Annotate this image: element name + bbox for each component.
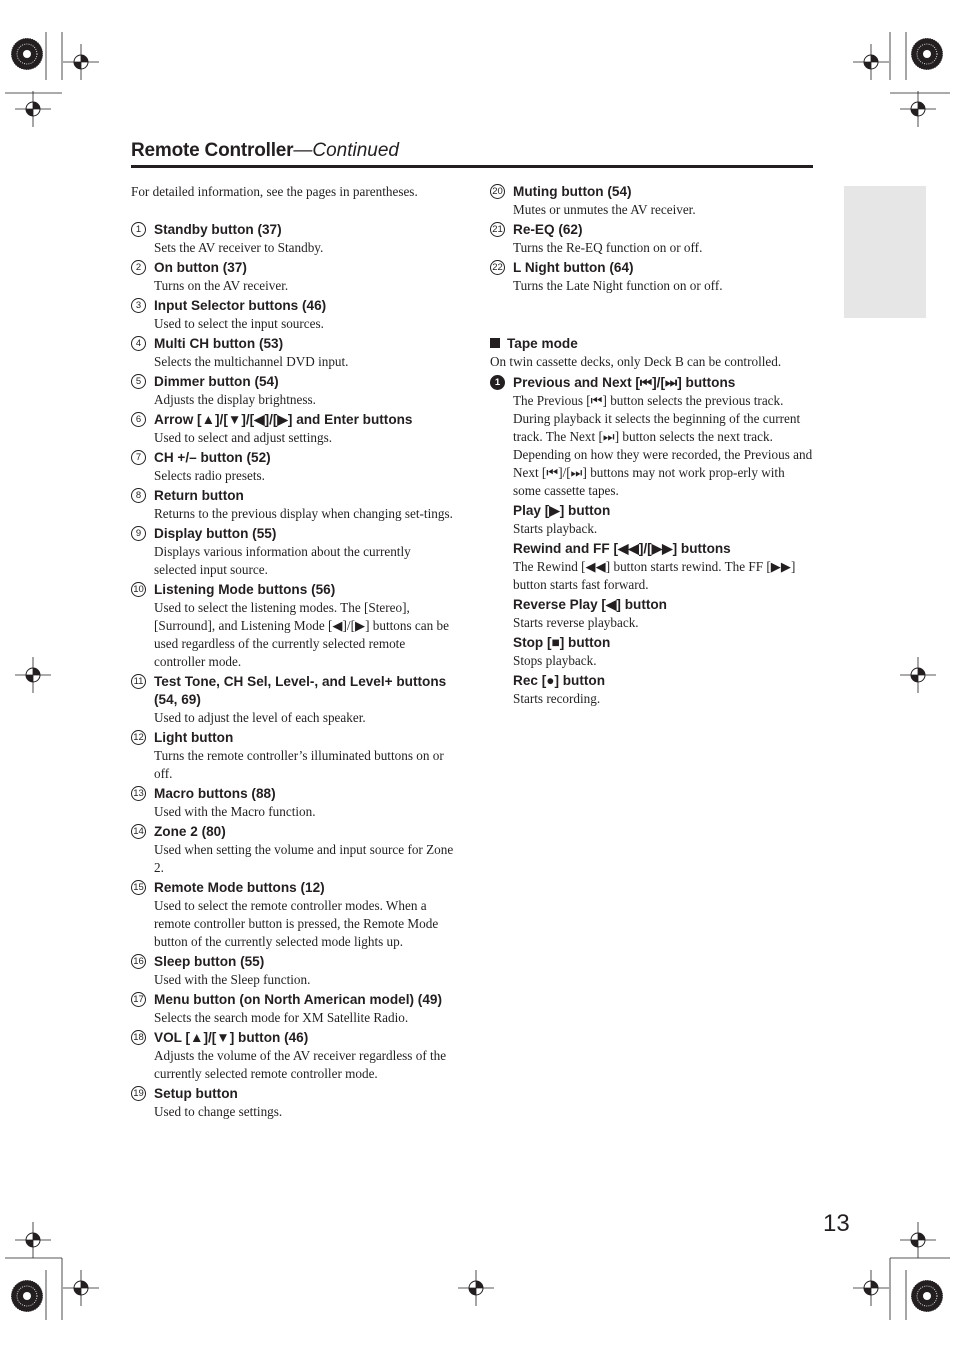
page-number: 13 [823, 1210, 850, 1237]
item-title: Stop [■] button [513, 635, 611, 650]
item-title: Rec [●] button [513, 673, 606, 688]
item-description: Used with the Sleep function. [154, 972, 311, 987]
list-item [131, 1085, 456, 1121]
item-description: Adjusts the volume of the AV receiver regardless of the currently selected remote controller mode. [154, 1048, 447, 1081]
list-item [131, 991, 456, 1027]
list-item [131, 879, 456, 951]
tape-sub-item [490, 540, 815, 594]
list-item [131, 581, 456, 671]
item-title: L Night button (64) [513, 260, 634, 275]
item-number: 12 [131, 730, 146, 745]
page-header [131, 140, 813, 162]
list-item [131, 259, 456, 295]
list-item [131, 673, 456, 727]
item-title: Remote Mode buttons (12) [154, 880, 325, 895]
item-description: Returns to the previous display when changing set-tings. [154, 506, 453, 521]
list-item [131, 823, 456, 877]
item-title: Arrow [▲]/[▼]/[◀]/[▶] and Enter buttons [154, 412, 413, 427]
item-number: 11 [131, 674, 146, 689]
item-description: Mutes or unmutes the AV receiver. [513, 202, 696, 217]
tape-mode-heading: Tape mode [490, 335, 815, 353]
item-description: Used to select the remote controller modes. When a remote controller button is pressed, the Remote Mode button of the currently selected mode lights up. [154, 898, 439, 949]
item-number: 6 [131, 412, 146, 427]
item-description: Turns the Re-EQ function on or off. [513, 240, 703, 255]
left-column [131, 183, 456, 1123]
list-item [131, 221, 456, 257]
item-title: Play [▶] button [513, 503, 611, 518]
list-item [131, 373, 456, 409]
item-description: Starts reverse playback. [513, 615, 639, 630]
item-title: CH +/– button (52) [154, 450, 271, 465]
item-description: The Previous [⏮] button selects the previous track. During playback it selects the beginning of the current track. The Next [⏭] button selects the next track. [513, 393, 801, 444]
tape-mode-intro: On twin cassette decks, only Deck B can be controlled. [490, 354, 782, 369]
list-item [131, 411, 456, 447]
item-number: 15 [131, 880, 146, 895]
item-description: Turns on the AV receiver. [154, 278, 289, 293]
item-title: VOL [▲]/[▼] button (46) [154, 1030, 309, 1045]
list-item [131, 729, 456, 783]
tape-sub-list [490, 502, 815, 708]
item-title: Dimmer button (54) [154, 374, 279, 389]
item-title: Multi CH button (53) [154, 336, 284, 351]
item-number: 21 [490, 222, 505, 237]
item-number: 20 [490, 184, 505, 199]
list-item [131, 297, 456, 333]
item-description: Depending on how they were recorded, the Previous and Next [⏮]/[⏭] buttons may not work prop-erly with some cassette tapes. [513, 447, 813, 498]
item-description: Selects the search mode for XM Satellite Radio. [154, 1010, 409, 1025]
item-description: Selects the multichannel DVD input. [154, 354, 349, 369]
item-description: Used to select the input sources. [154, 316, 324, 331]
item-description: Used with the Macro function. [154, 804, 316, 819]
tape-sub-item [490, 596, 815, 632]
list-item [490, 259, 815, 295]
item-number: 8 [131, 488, 146, 503]
list-item [490, 221, 815, 257]
item-number: 19 [131, 1086, 146, 1101]
item-description: Turns the remote controller’s illuminated buttons on or off. [154, 748, 444, 781]
button-list-right [490, 183, 815, 295]
item-number: 5 [131, 374, 146, 389]
item-title: Listening Mode buttons (56) [154, 582, 336, 597]
item-title: On button (37) [154, 260, 247, 275]
list-item [131, 1029, 456, 1083]
item-title: Display button (55) [154, 526, 277, 541]
item-description: The Rewind [◀◀] button starts rewind. The FF [▶▶] button starts fast forward. [513, 559, 796, 592]
item-title: Zone 2 (80) [154, 824, 226, 839]
item-title: Menu button (on North American model) (49) [154, 992, 442, 1007]
list-item [131, 953, 456, 989]
list-item [131, 525, 456, 579]
tape-mode-section [490, 335, 815, 708]
item-description: Selects radio presets. [154, 468, 265, 483]
list-item [490, 374, 815, 500]
item-description: Sets the AV receiver to Standby. [154, 240, 324, 255]
item-title: Setup button [154, 1086, 238, 1101]
list-item [131, 785, 456, 821]
item-description: Used to select and adjust settings. [154, 430, 332, 445]
item-title: Sleep button (55) [154, 954, 265, 969]
item-title: Re-EQ (62) [513, 222, 583, 237]
item-number: 22 [490, 260, 505, 275]
list-item [131, 335, 456, 371]
tape-sub-item [490, 634, 815, 670]
item-description: Starts playback. [513, 521, 598, 536]
item-number: 13 [131, 786, 146, 801]
item-title: Rewind and FF [◀◀]/[▶▶] buttons [513, 541, 731, 556]
item-title: Test Tone, CH Sel, Level-, and Level+ buttons (54, 69) [154, 674, 447, 707]
tape-sub-item [490, 502, 815, 538]
item-description: Stops playback. [513, 653, 597, 668]
item-number: 3 [131, 298, 146, 313]
section-title: Remote Controller [131, 140, 294, 161]
list-item [131, 449, 456, 485]
button-list-left [131, 221, 456, 1121]
item-title: Return button [154, 488, 244, 503]
item-description: Used to adjust the level of each speaker. [154, 710, 366, 725]
item-title: Standby button (37) [154, 222, 282, 237]
item-title: Light button [154, 730, 234, 745]
item-number: 9 [131, 526, 146, 541]
square-bullet-icon [490, 338, 500, 348]
item-description: Used when setting the volume and input source for Zone 2. [154, 842, 454, 875]
item-number: 18 [131, 1030, 146, 1045]
right-column [490, 183, 815, 710]
item-title: Input Selector buttons (46) [154, 298, 327, 313]
item-number: 17 [131, 992, 146, 1007]
item-title: Macro buttons (88) [154, 786, 276, 801]
intro-text: For detailed information, see the pages in parentheses. [131, 184, 418, 199]
item-description: Displays various information about the currently selected input source. [154, 544, 411, 577]
item-title: Previous and Next [⏮]/[⏭] buttons [513, 375, 736, 390]
continued-label: —Continued [293, 140, 399, 161]
item-number: 7 [131, 450, 146, 465]
item-number: 1 [490, 375, 505, 390]
item-number: 10 [131, 582, 146, 597]
item-description: Starts recording. [513, 691, 601, 706]
item-number: 16 [131, 954, 146, 969]
item-number: 1 [131, 222, 146, 237]
item-number: 2 [131, 260, 146, 275]
item-description: Used to select the listening modes. The [Stereo], [Surround], and Listening Mode [◀]/[▶] buttons can be used regardless of the currently selected remote controller mode. [154, 600, 449, 669]
item-number: 14 [131, 824, 146, 839]
item-title: Muting button (54) [513, 184, 632, 199]
tape-sub-item [490, 672, 815, 708]
item-description: Used to change settings. [154, 1104, 283, 1119]
item-description: Adjusts the display brightness. [154, 392, 316, 407]
item-title: Reverse Play [◀] button [513, 597, 667, 612]
list-item [490, 183, 815, 219]
side-tab [844, 186, 926, 318]
header-rule [131, 165, 813, 168]
item-description: Turns the Late Night function on or off. [513, 278, 723, 293]
item-number: 4 [131, 336, 146, 351]
list-item [131, 487, 456, 523]
